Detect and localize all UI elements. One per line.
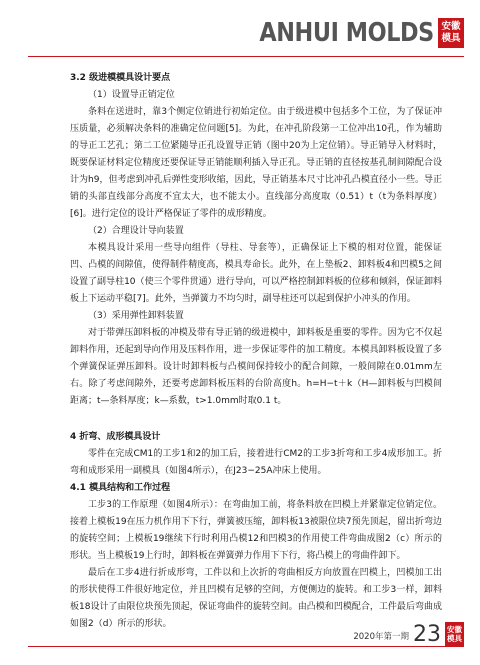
page-number: 23 <box>413 622 441 647</box>
footer-badge-line2: 模具 <box>447 634 462 643</box>
article-body <box>70 70 442 633</box>
subheading-2: （2）合理设计导向装置 <box>88 226 184 236</box>
journal-title: ANHUI MOLDS <box>259 18 434 48</box>
paragraph: 最后在工步4进行折成形弯，工件以和上次折的弯曲相反方向放置在凹模上，凹模加工出的形状使得工件很好地定位，并且凹模有足够的空间，方便侧边的旋转。和工步3一样，卸料板18设计了由限位块预先顶起，保证弯曲件的旋转空间。由凸模和凹模配合，工件最后弯曲成如图2（d）所示的形状。 <box>70 568 442 629</box>
paragraph: 零件在完成CM1的工步1和2的加工后，接着进行CM2的工步3折弯和工步4成形加工。折弯和成形采用一副模具（如图4所示），在J23−25A冲床上使用。 <box>70 449 442 476</box>
section-heading-4: 4 折弯、成形模具设计 <box>70 432 161 442</box>
footer-badge-line1: 安徽 <box>447 625 462 634</box>
paragraph: 本模具设计采用一些导向组件（导柱、导套等），正确保证上下模的相对位置，能保证凹、凸模的间隙值，使得制件精度高，模具寿命长。此外，在上垫板2、卸料板4和凹模5之间设置了副导柱10（使三个零件贯通）进行导向，可以严格控制卸料板的位移和倾斜，保证卸料板上下运动平稳[7]。此外，当弹簧力不均匀时，副导柱还可以起到保护小冲头的作用。 <box>70 243 442 304</box>
header-rule <box>28 56 464 57</box>
badge-line1: 安徽 <box>441 21 461 32</box>
issue-label: 2020年第一期 <box>353 632 409 642</box>
subheading-1: （1）设置导正销定位 <box>88 90 175 100</box>
footer-rule <box>28 646 464 647</box>
footer-logo-badge <box>445 622 464 646</box>
paragraph: 条料在送进时，靠3个侧定位销进行初始定位。由于级进模中包括多个工位，为了保证冲压质量，必须解决条料的准确定位问题[5]。为此，在冲孔阶段第一工位冲出10孔，作为辅助的导正工艺孔；第二工位紧随导正孔设置导正销（图中20为上定位销）。导正销导入材料时，既要保证材料定位精度还要保证导正销能顺利插入导正孔。导正销的直径按基孔制间隙配合设计为h9，但考虑到冲孔后弹性变形收缩，因此，导正销基本尺寸比冲孔凸模直径小一些。导正销的头部直线部分高度不宜太大，也不能太小。直线部分高度取（0.51）t（t为条料厚度）[6]。进行定位的设计严格保证了零件的成形精度。 <box>70 107 442 219</box>
section-heading-4-1: 4.1 模具结构和工作过程 <box>70 483 171 493</box>
subheading-3: （3）采用弹性卸料装置 <box>88 311 184 321</box>
badge-line2: 模具 <box>441 33 461 44</box>
paragraph: 工步3的工作原理（如图4所示）：在弯曲加工前，将条料放在凹模上并紧靠定位销定位。接着上模板19在压力机作用下下行，弹簧被压缩，卸料板13被限位块7预先顶起，留出折弯边的旋转空间；上模板19继续下行时利用凸模12和凹模3的作用使工件弯曲成图2（c）所示的形状。当上模板19上行时，卸料板在弹簧弹力作用下下行，将凸模上的弯曲件卸下。 <box>70 500 442 561</box>
masthead <box>231 18 464 48</box>
page-footer <box>353 622 464 646</box>
section-heading-3-2: 3.2 级进模模具设计要点 <box>70 73 171 83</box>
paragraph: 对于带弹压卸料板的冲模及带有导正销的级进模中，卸料板是重要的零件。因为它不仅起卸料作用，还起到导向作用及压料作用，进一步保证零件的加工精度。本模具卸料板设置了多个弹簧保证弹压卸料。设计时卸料板与凸模间保持较小的配合间隙，一般间隙在0.01mm左右。除了考虑间隙外，还要考虑卸料板压料的台阶高度h。h=H−t＋k（H—卸料板与凹模间距离；t—条料厚度；k—系数，t>1.0mm时取0.1 t。 <box>70 328 442 406</box>
journal-logo-badge <box>438 18 464 48</box>
